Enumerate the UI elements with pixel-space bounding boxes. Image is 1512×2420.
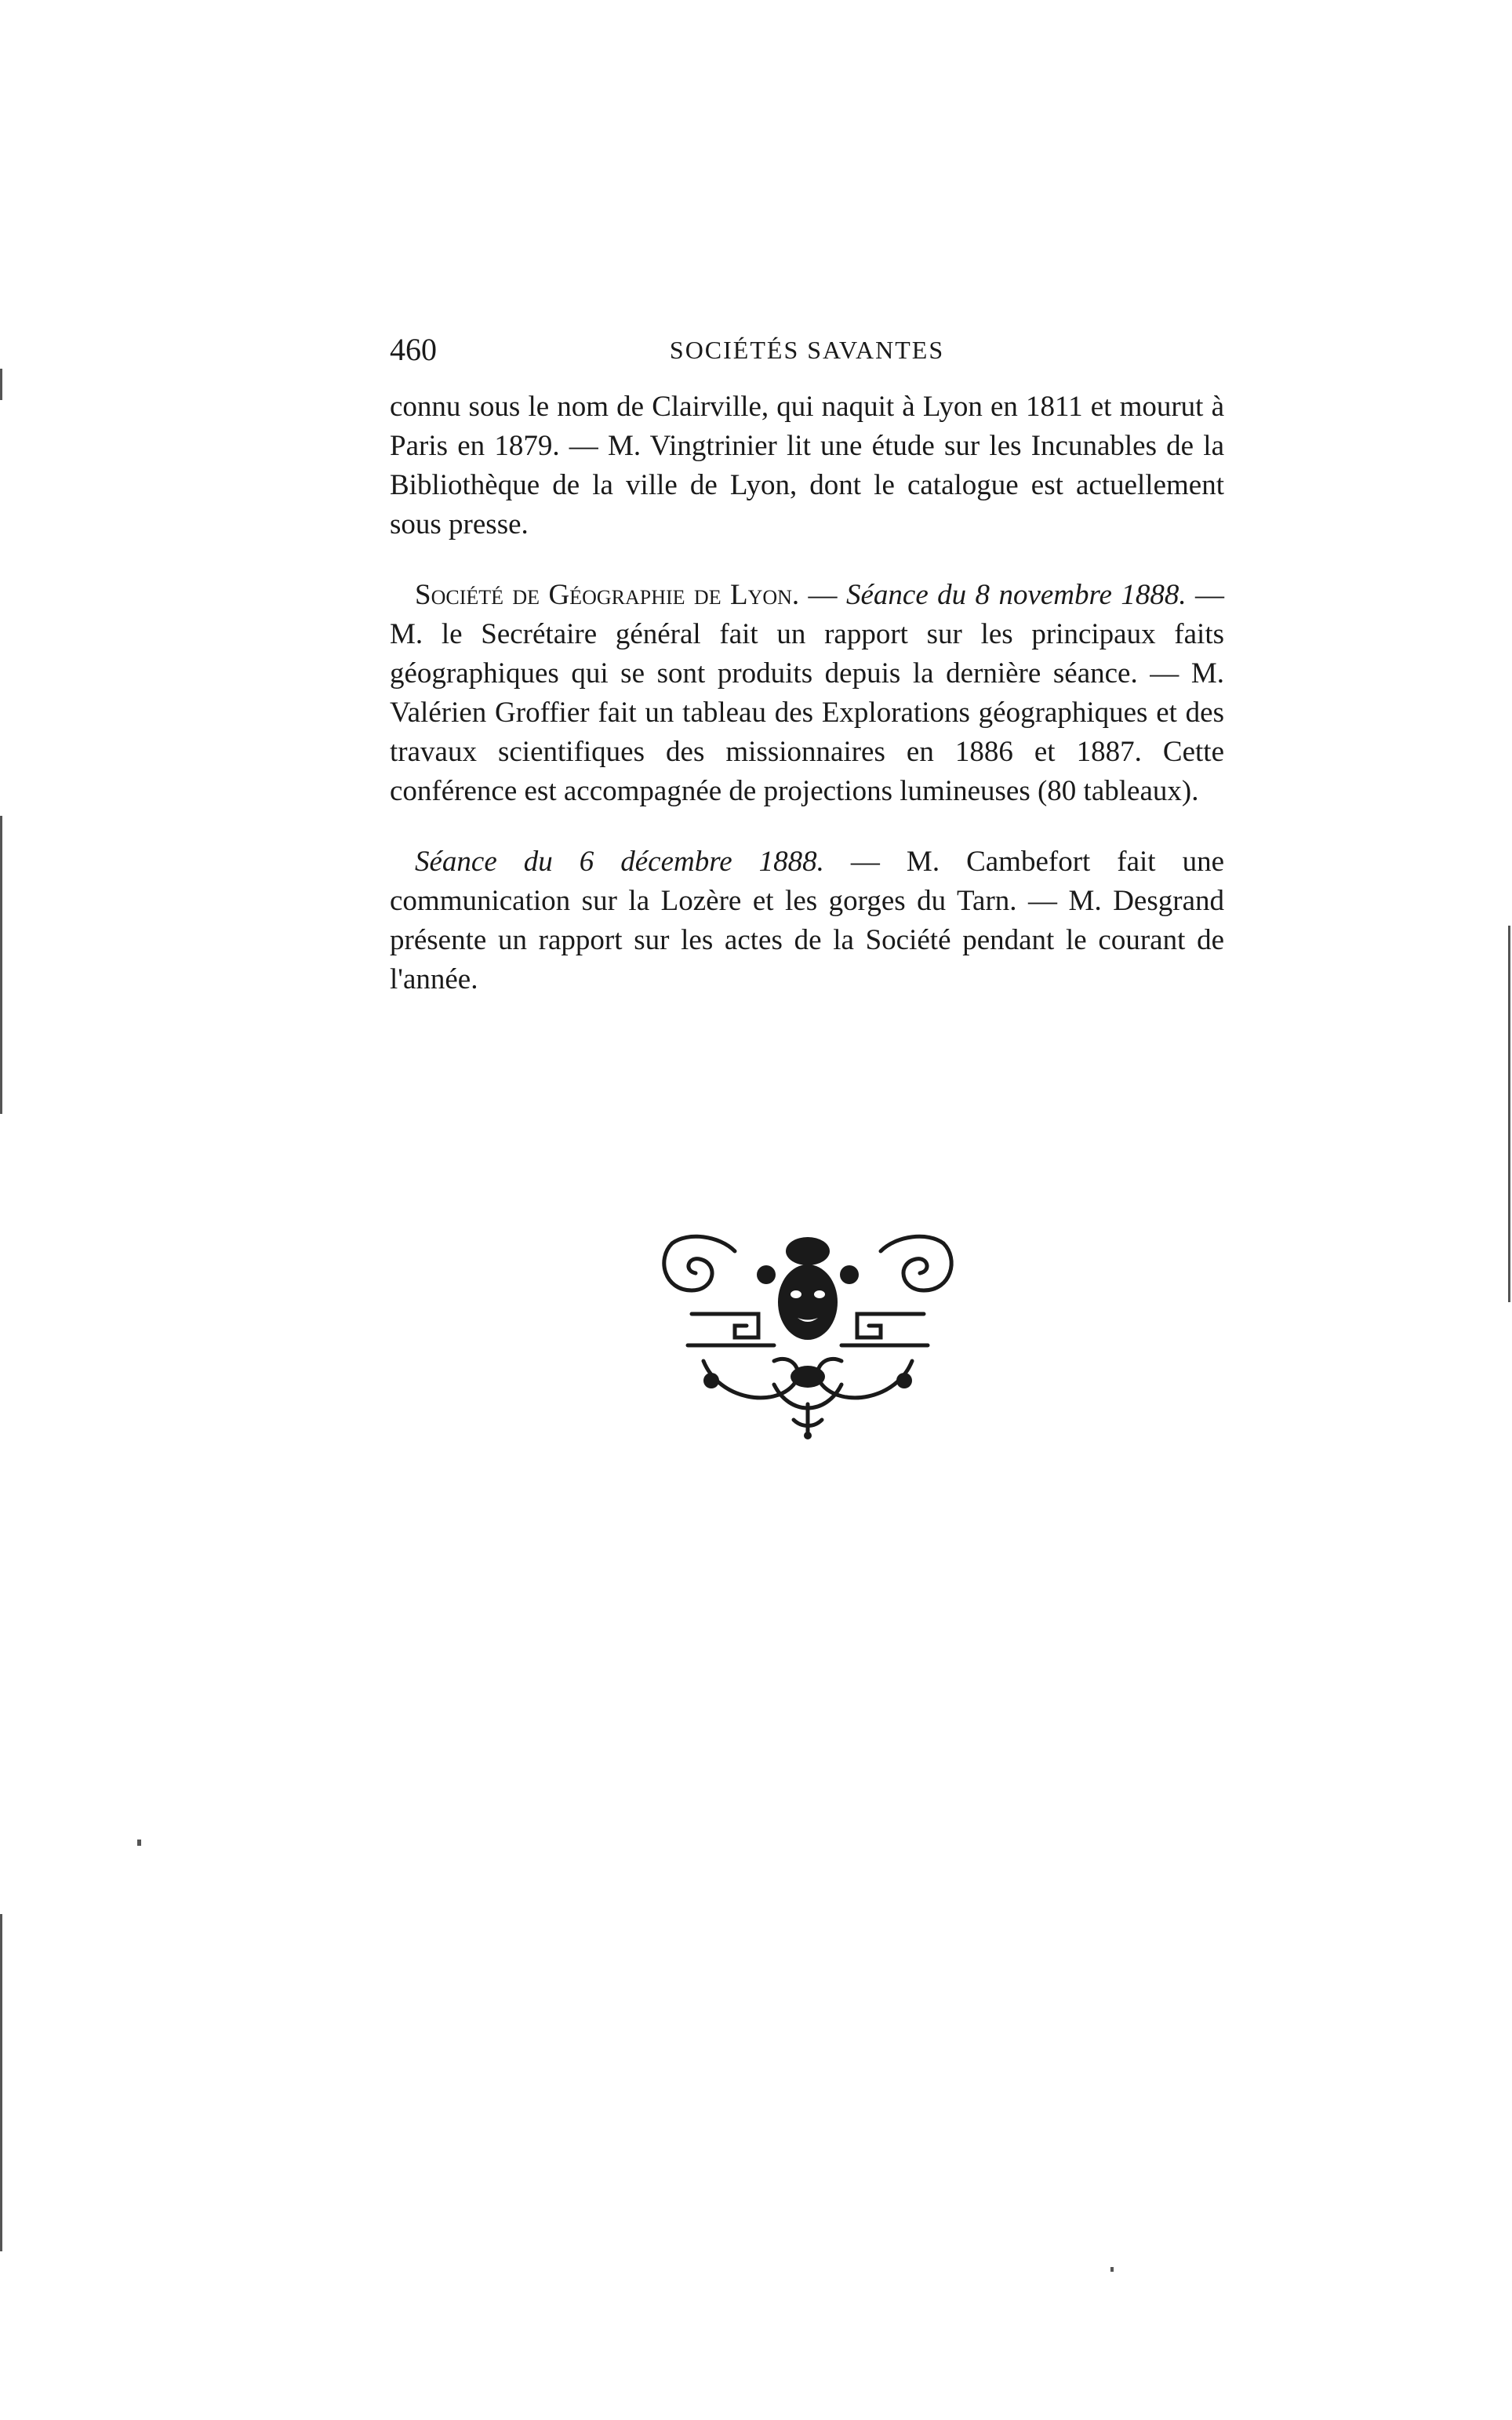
separator: — [799,579,846,611]
paragraph-geography-november [390,576,1224,811]
running-head-title: SOCIÉTÉS SAVANTES [669,336,945,364]
running-head [390,326,1224,370]
body-text [390,388,1224,999]
paragraph-continuation [390,388,1224,544]
page-number: 460 [390,332,437,367]
tailpiece-ornament-icon [656,1228,959,1439]
session-date: Séance du 8 novembre 1888. [845,579,1187,611]
scan-edge-mark [1508,926,1510,1302]
paragraph-geography-december [390,842,1224,999]
scan-edge-mark [0,369,2,400]
paragraph-text: connu sous le nom de Clairville, qui naquit à Lyon en 1811 et mourut à Paris en 1879. — M. Vingtrinier lit une étude sur les Incunables de la Bibliothèque de la ville de Lyon, dont le catalogue est actuellement sous presse. [390,391,1224,540]
paragraph-text: — M. Cambefort fait une communication sur la Lozère et les gorges du Tarn. — M. Desgrand présente un rapport sur les actes de la Société pendant le courant de l'année. [390,846,1225,995]
session-date: Séance du 6 décembre 1888. [415,846,824,878]
society-name: Société de Géographie de Lyon. [415,579,800,611]
paragraph-text: — M. le Secrétaire général fait un rapport sur les principaux faits géographiques qui se sont produits depuis la dernière séance. — M. Valérien Groffier fait un tableau des Explorations géographiques et des travaux scientifiques des missionnaires en 1886 et 1887. Cette conférence est accompagnée de projections lumineuses (80 tableaux). [390,579,1225,807]
scan-speck [1110,2267,1114,2272]
scan-edge-mark [0,816,2,1114]
scan-speck [137,1840,141,1846]
scan-edge-mark [0,1914,2,2251]
